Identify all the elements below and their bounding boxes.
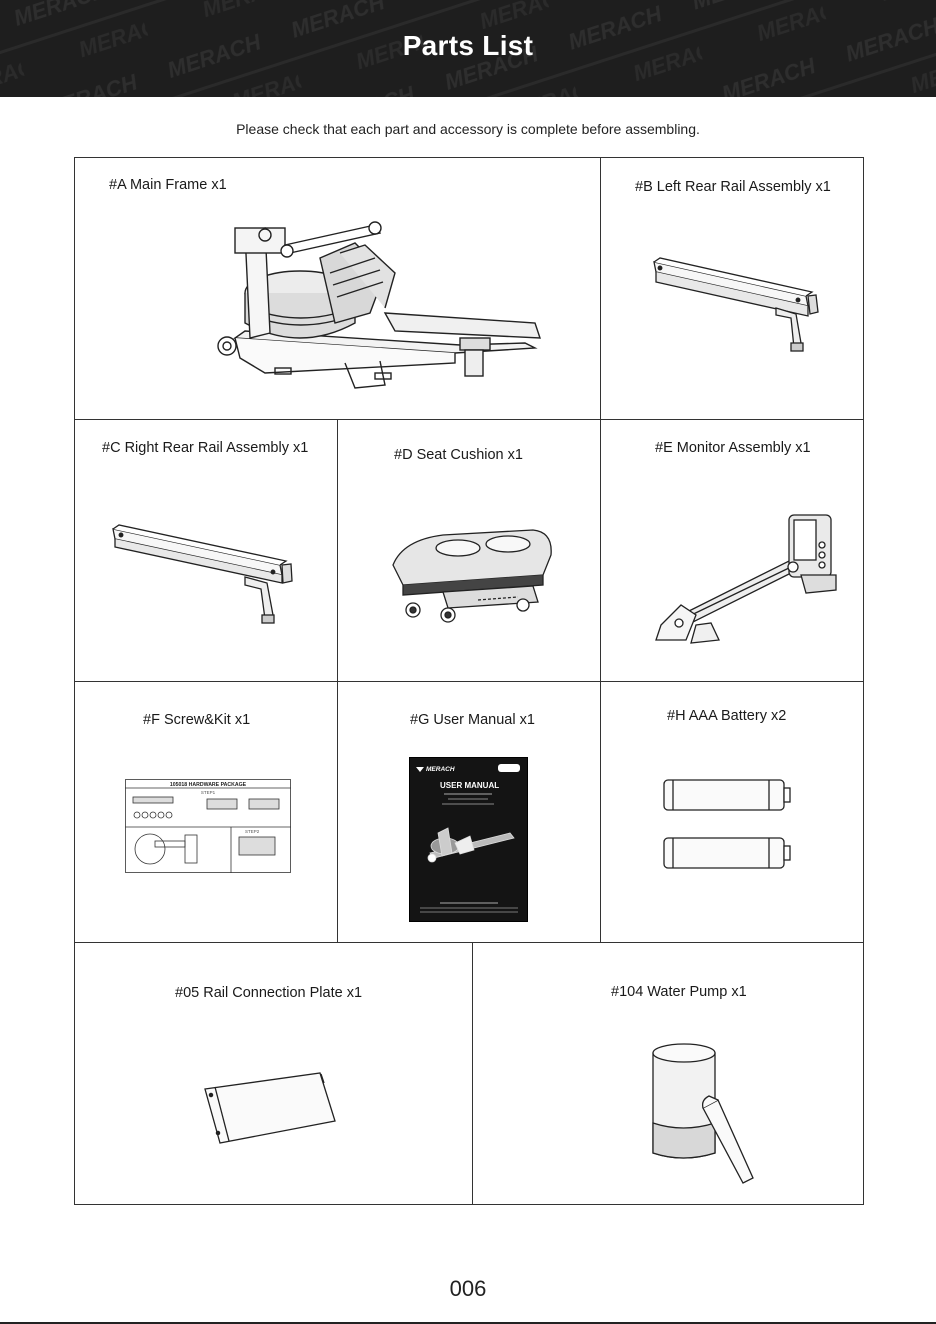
part-label-104: #104 Water Pump x1 — [611, 984, 747, 1000]
page-number: 006 — [449, 1276, 487, 1301]
instruction-text: Please check that each part and accessory is complete before assembling. — [236, 121, 700, 137]
part-cell-g — [338, 682, 601, 943]
page-title: Parts List — [402, 30, 534, 61]
hardware-package-illustration — [125, 779, 291, 873]
seat-cushion-illustration — [383, 520, 563, 630]
part-label-g: #G User Manual x1 — [410, 712, 535, 728]
water-pump-illustration — [643, 1038, 783, 1188]
hardware-step2-label: STEP2 — [245, 829, 260, 834]
part-cell-c — [75, 420, 338, 682]
part-label-b: #B Left Rear Rail Assembly x1 — [635, 179, 831, 195]
parts-grid — [74, 157, 864, 1205]
left-rail-illustration — [646, 248, 846, 368]
part-cell-104 — [473, 943, 864, 1204]
part-label-f: #F Screw&Kit x1 — [143, 712, 251, 728]
hardware-step1-label: STEP1 — [200, 790, 216, 795]
part-label-e: #E Monitor Assembly x1 — [655, 440, 811, 456]
manual-brand: MERACH — [426, 766, 455, 773]
part-label-h: #H AAA Battery x2 — [667, 708, 787, 724]
main-frame-illustration — [205, 213, 545, 393]
part-cell-a — [75, 158, 601, 420]
manual-title: USER MANUAL — [440, 781, 500, 790]
part-label-a: #A Main Frame x1 — [109, 177, 227, 193]
right-rail-illustration — [105, 515, 305, 635]
hardware-package-title: 105018 HARDWARE PACKAGE — [169, 782, 247, 788]
part-cell-e — [601, 420, 864, 682]
part-cell-05 — [75, 943, 473, 1204]
part-label-05: #05 Rail Connection Plate x1 — [175, 985, 363, 1001]
battery-illustration — [659, 772, 809, 882]
rail-connection-plate-illustration — [200, 1071, 350, 1151]
part-label-d: #D Seat Cushion x1 — [394, 447, 523, 463]
user-manual-cover — [409, 757, 528, 922]
part-cell-h — [601, 682, 864, 943]
header-banner — [0, 0, 936, 97]
part-cell-b — [601, 158, 864, 420]
part-cell-f — [75, 682, 338, 943]
part-label-c: #C Right Rear Rail Assembly x1 — [102, 440, 309, 456]
monitor-assembly-illustration — [641, 505, 841, 655]
part-cell-d — [338, 420, 601, 682]
manual-cover-art — [410, 758, 527, 921]
